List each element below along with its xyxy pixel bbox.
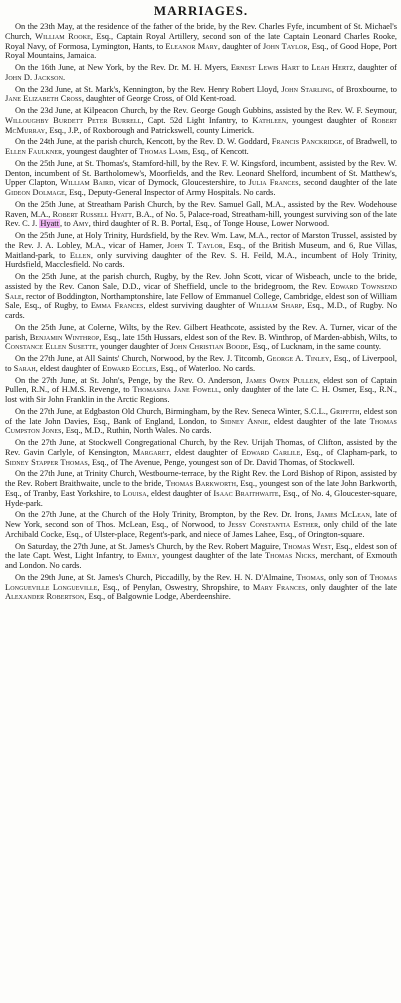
notice-text: , eldest surviving daughter of [143, 301, 249, 311]
notice-text: On the 16th June, at New York, by the Rev. Dr. M. H. Myers, [15, 63, 231, 72]
person-name: Edward Eccles [102, 363, 157, 373]
marriage-notice [5, 376, 397, 405]
person-name: Willoughby Burdett Peter Burrell [5, 115, 142, 125]
marriage-notice [5, 573, 397, 602]
person-name: Louisa [122, 488, 147, 498]
marriage-notice [5, 438, 397, 467]
marriage-notice [5, 231, 397, 270]
person-name: Kathleen [252, 115, 287, 125]
person-name: Sarah [13, 363, 36, 373]
notice-text: , only child of the late Archibald Cocke, Esq., of Ulster-place, Regent's-park, and niece of James Lahee, Esq., of Orington-square. [5, 520, 398, 539]
notice-text: , Esq., late 15th Hussars, eldest son of the Rev. B. Winthrop, of Marden-abbish, Wilts, to [99, 332, 398, 342]
notice-text: , of Broxbourne, to [331, 84, 397, 94]
person-name: Jane Elizabeth Cross [5, 94, 82, 104]
notice-text: On the 25th June, at Colerne, Wilts, by the Rev. Gilbert Heathcote, assisted by the Rev. A. Turner, vicar of the parish, [5, 322, 397, 342]
person-name: Thomas Cumpston Jones [5, 416, 397, 436]
notice-text: On the 23d June, at Kilpeacon Church, by the Rev. George Gough Gubbins, assisted by the Rev. W. F. Seymour, [15, 106, 397, 115]
notice-text: On Saturday, the 27th June, at St. James's Church, by the Rev. Robert Maguire, [15, 541, 284, 551]
marriage-notice [5, 542, 397, 571]
person-name: Julia Frances [248, 178, 299, 188]
notice-text: , Esq., of Liverpool, to [5, 354, 397, 373]
notice-text: , only son of [323, 572, 370, 582]
notice-text: , only daughter of the late [305, 582, 397, 592]
notice-text: On the 24th June, at the parish church, Kencott, by the Rev. D. W. Goddard, [15, 137, 272, 147]
person-name: William Baird [60, 178, 114, 188]
person-name: Edward Carlile [241, 447, 301, 457]
marriage-notice [5, 85, 397, 105]
notice-text: , only surviving daughter of the Rev. S. H. Feild, M.A., incumbent of Holy Trinity, Hurdsfield, Macclesfield. No cards. [5, 250, 398, 270]
marriage-notice [5, 137, 397, 157]
notice-text: , youngest daughter of the late [157, 551, 265, 561]
notice-text: On the 25th June, at Streatham Parish Church, by the Rev. Samuel Gall, M.A., assisted by the Rev. Wodehouse Raven, M.A., [5, 199, 397, 219]
notice-text: On the 25th June, at Holy Trinity, Hurdsfield, by the Rev. Wm. Law, M.A., rector of Marston Trussel, assisted by the Rev. J. A. Lobley, M.A., vicar of Hamer, [5, 231, 397, 250]
notice-text: , Esq., of No. 4, Gloucester-square, Hyde-park. [5, 488, 398, 508]
marriage-notice [5, 200, 397, 229]
notice-text: , Esq., of Waterloo. No cards. [156, 363, 256, 373]
marriage-notice [5, 159, 397, 198]
marriage-notice [5, 106, 397, 135]
notice-text: , younger daughter of [96, 342, 171, 352]
section-heading: MARRIAGES. [153, 3, 249, 18]
person-name: Constance Ellen Susette [5, 342, 97, 352]
notice-text: , Esq., of Balgownie Lodge, Aberdeenshire. [84, 592, 231, 602]
marriage-notice [5, 323, 397, 352]
search-highlight: Hyatt [40, 219, 59, 229]
notice-text: On the 27th June, at Trinity Church, Westbourne-terrace, by the Right Rev. the Lord Bishop of Ripon, assisted by the Rev. Robert Braithwaite, uncle to the bride, [5, 469, 397, 488]
notice-text: , youngest daughter of [286, 115, 372, 125]
person-name: Mary Frances [252, 582, 306, 592]
notice-text: , of Bradwell, to [342, 137, 397, 147]
marriage-notice [5, 407, 397, 436]
person-name: Thomas Nicks [264, 551, 316, 561]
person-name: Gideon Dolmage [5, 188, 65, 197]
notice-text: , eldest daughter of [146, 488, 214, 498]
marriage-notice [5, 22, 397, 61]
person-name: Thomas Longueville Longueville [5, 572, 398, 592]
person-name: William Rooke [35, 31, 91, 41]
notice-text: , Esq., M.D., of Rugby. No cards. [5, 301, 398, 320]
person-name: Leah Hertz [311, 63, 354, 72]
notice-text: On the 27th June, at the Church of the Holy Trinity, Brompton, by the Rev. Dr. Irons, [15, 510, 317, 520]
notice-text: On the 29th June, at St. James's Church, Piccadilly, by the Rev. H. N. D'Almaine, [15, 572, 297, 582]
person-name: Emily [136, 551, 158, 561]
marriage-notice [5, 510, 397, 539]
person-name: John T. Taylor [167, 240, 223, 250]
notice-text: , to [59, 219, 73, 229]
notice-text: to [299, 63, 312, 72]
notice-text: , eldest son of the late John Davies, Esq., Bank of England, London, to [5, 406, 398, 426]
person-name: Jessy Constantia Esther [228, 520, 319, 529]
notice-text: , Esq., of Good Hope, Port Royal Mountains, Jamaica. [5, 41, 397, 61]
notice-text: , daughter of [217, 41, 263, 51]
notice-text: . [63, 72, 66, 82]
notice-text: , Esq., Deputy-General Inspector of Army Hospitals. No cards. [64, 188, 276, 197]
person-name: Isaac Braithwaite [213, 488, 279, 498]
notice-text: On the 25th June, at St. Thomas's, Stamford-hill, by the Rev. F. W. Kingsford, incumbent, assisted by the Rev. W. Denton, incumbent of St. Bartholomew's, Moorfields, and the Rev. Leonard Shelford, incumbent of St. Matthew's, Upper Clapton, [5, 158, 397, 188]
person-name: John Starling [281, 84, 332, 94]
notice-text: , rector of Boddington, Northamptonshire, late Fellow of Emmanuel College, Cambridge, eldest son of William Sale, Esq., of Rugby, to [5, 291, 397, 311]
notice-text: , Esq., of Penylan, Oswestry, Shropshire, to [97, 582, 253, 592]
marriage-notice [5, 354, 397, 374]
person-name: James Owen Pullen [245, 375, 318, 385]
notice-text: , third daughter of R. B. Portal, Esq., of Tonge House, Lower Norwood. [88, 219, 330, 229]
person-name: Thomasina Jane Fowell [132, 385, 219, 395]
notice-text: , vicar of Dymock, Gloucestershire, to [113, 178, 249, 188]
person-name: Thomas West [283, 541, 332, 551]
person-name: Thomas [296, 572, 324, 582]
notice-text: On the 27th June, at Stockwell Congregational Church, by the Rev. Urijah Thomas, of Clifton, assisted by the Rev. Gavin Carlyle, of Kensington, [5, 438, 397, 457]
person-name: Ellen [69, 250, 91, 260]
notice-text: , Esq., J.P., of Roxborough and Patrickswell, county Limerick. [45, 125, 255, 135]
person-name: Sidney Annie [220, 416, 269, 426]
person-name: Amy [72, 219, 89, 229]
notice-text: On the 27th June, at Edgbaston Old Church, Birmingham, by the Rev. Seneca Winter, S.C.L., [15, 406, 331, 416]
person-name: George A. Tinley [266, 354, 330, 363]
marriage-notice [5, 63, 397, 83]
person-name: William Sharp [248, 301, 303, 311]
notice-text: , eldest son of Captain Pullen, R.N., of H.M.S. Revenge, to [5, 375, 397, 395]
notice-text: , daughter of George Cross, of Old Kent-road. [81, 94, 237, 104]
notice-text: , Esq., youngest son of the late John Barkworth, Esq., of Tranby, East Yorkshire, to [5, 479, 398, 498]
person-name: James McLean [316, 510, 370, 520]
notice-text: , Capt. 52d Light Infantry, to [141, 115, 253, 125]
person-name: Edward Townsend Sale [5, 281, 398, 301]
person-name: Ernest Lewis Hart [230, 63, 300, 72]
person-name: Eleanor Mary [165, 41, 218, 51]
notice-text: On the 23d June, at St. Mark's, Kennington, by the Rev. Henry Robert Lloyd, [15, 84, 282, 94]
notice-text: , Esq., of Clapham-park, to [300, 447, 398, 457]
notice-text: , Esq., Captain Royal Artillery, second son of the late Captain Leonard Charles Rooke, Royal Navy, of Formosa, Lymington, Hants, to [5, 31, 398, 51]
person-name: Francis Panckridge [271, 137, 343, 147]
person-name: John Taylor [262, 41, 308, 51]
person-name: Margaret [132, 447, 170, 457]
notice-text: , eldest daughter of the late [268, 416, 370, 426]
notice-text: , Esq., of the British Museum, and 6, Rue Villas, Maitland-park, to [5, 240, 397, 260]
notices-column [5, 22, 397, 602]
notice-text: On the 27th June, at St. John's, Penge, by the Rev. O. Anderson, [15, 375, 246, 385]
person-name: Robert Russell Hyatt [52, 209, 132, 219]
person-name: Ellen Faulkner [5, 147, 63, 156]
notice-text: , only daughter of the late C. H. Osmer, Esq., R.N., lost with Sir John Franklin in the Arctic Regions. [5, 385, 398, 404]
notice-text: , youngest daughter of [62, 147, 140, 156]
person-name: Griffith [330, 406, 360, 416]
notice-text: , eldest daughter of [169, 447, 242, 457]
notice-text: , Esq., of The Avenue, Penge, youngest son of Dr. David Thomas, of Stockwell. [87, 457, 355, 467]
notice-text: , Esq., of Lucknam, in the same county. [248, 342, 382, 352]
notice-text: , eldest daughter of [35, 363, 103, 373]
person-name: John Christian Boode [170, 342, 249, 352]
notice-text: , Esq., M.D., Ruthin, North Wales. No cards. [61, 426, 212, 436]
notice-text: On the 27th June, at All Saints' Church, Norwood, by the Rev. J. Titcomb, [15, 354, 267, 363]
person-name: Emma Frances [90, 301, 144, 311]
marriage-notice [5, 469, 397, 508]
notice-text: , Esq., eldest son of the late Capt. West, Light Infantry, to [5, 541, 397, 561]
notice-text: , daughter of [353, 63, 397, 72]
person-name: Thomas Barkworth [165, 479, 237, 488]
person-name: Robert McMurray [5, 115, 397, 135]
person-name: Thomas Lamb [139, 147, 189, 156]
person-name: John D. Jackson [5, 72, 64, 82]
notice-text: On the 25th June, at the parish church, Rugby, by the Rev. John Scott, vicar of Wisbeach, uncle to the bride, assisted by the Rev. Canon Sale, D.D., vicar of Sheffield, uncle to the bridegroom, the Rev. [5, 272, 397, 291]
notice-text: , merchant, of Exmouth and London. No cards. [5, 551, 398, 570]
notice-text: , second daughter of the late [298, 178, 397, 188]
notice-text: On the 23th May, at the residence of the father of the bride, by the Rev. Charles Fyfe, incumbent of St. Michael's Church, [5, 22, 397, 41]
notice-text: , late of New York, second son of Thos. McLean, Esq., of Norwood, to [5, 510, 397, 529]
marriage-notice [5, 272, 397, 321]
person-name: Sidney Stapper Thomas [5, 457, 88, 467]
notice-text: , Esq., of Kencott. [188, 147, 249, 156]
notice-text: , B.A., of No. 5, Palace-road, Streatham-hill, youngest surviving son of the late Rev. C. J. [5, 209, 397, 229]
person-name: Alexander Robertson [5, 592, 85, 602]
person-name: Benjamin Winthrop [29, 332, 100, 342]
